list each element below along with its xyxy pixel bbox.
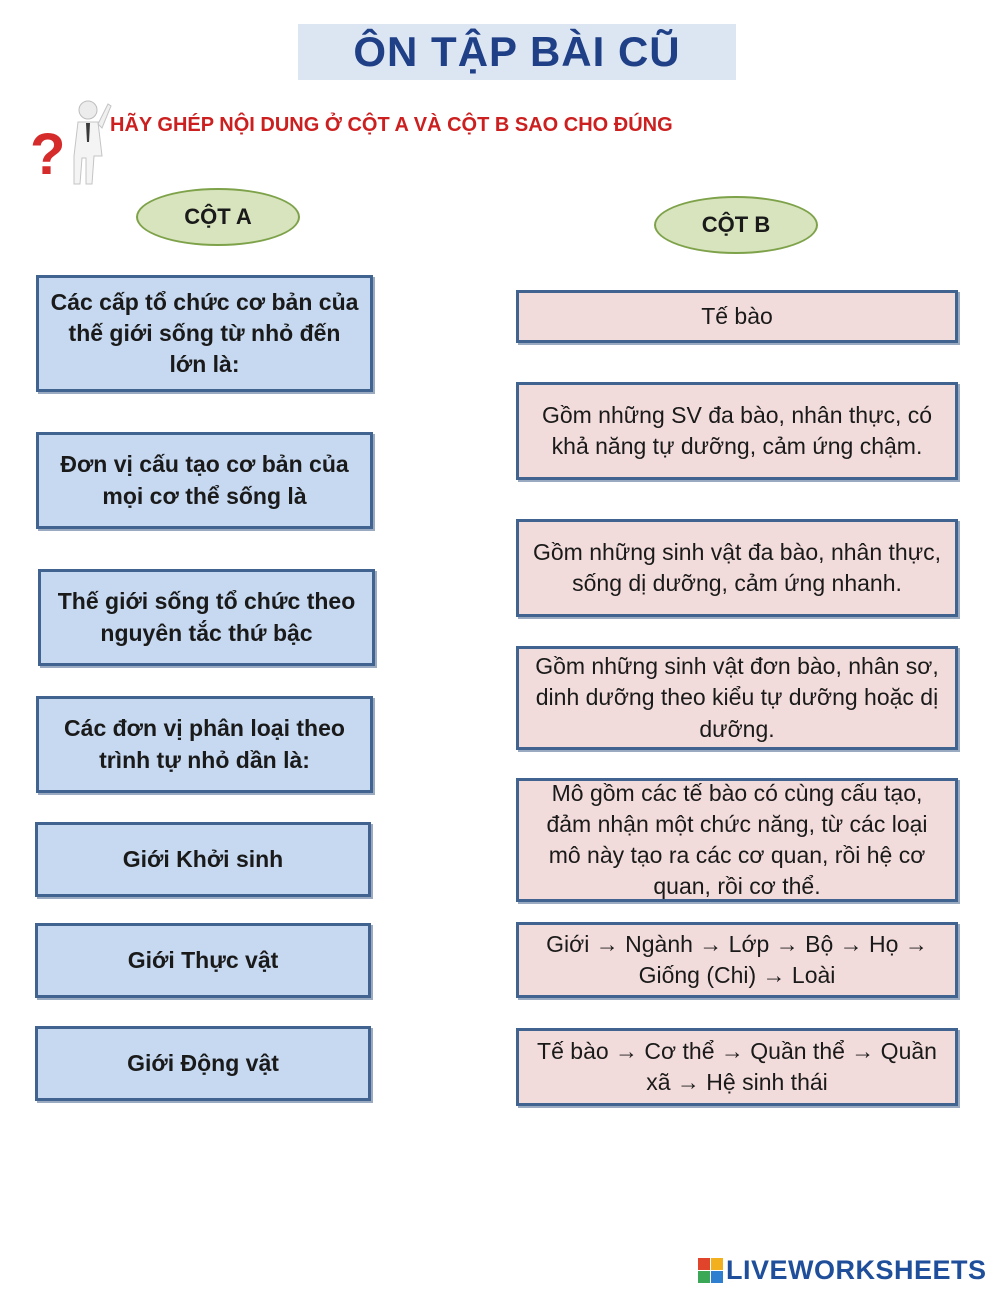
column-b-item[interactable]: Gồm những SV đa bào, nhân thực, có khả năng tự dưỡng, cảm ứng chậm. [516,382,958,480]
column-b-label: CỘT B [654,196,818,254]
svg-text:?: ? [30,122,66,187]
title-banner [298,24,736,80]
column-b-item[interactable]: Gồm những sinh vật đơn bào, nhân sơ, dinh dưỡng theo kiểu tự dưỡng hoặc dị dưỡng. [516,646,958,750]
page-title: ÔN TẬP BÀI CŨ [353,28,681,75]
column-a-item[interactable]: Giới Khởi sinh [35,822,371,897]
logo-square [711,1258,723,1270]
column-b-item[interactable]: Mô gồm các tế bào có cùng cấu tạo, đảm nhận một chức năng, từ các loại mô này tạo ra các cơ quan, rồi hệ cơ quan, rồi cơ thể. [516,778,958,902]
logo-mark-icon [698,1258,723,1283]
column-a-item[interactable]: Các cấp tổ chức cơ bản của thế giới sống từ nhỏ đến lớn là: [36,275,373,392]
column-b-item[interactable]: Tế bào [516,290,958,343]
column-a-item[interactable]: Đơn vị cấu tạo cơ bản của mọi cơ thể sống là [36,432,373,529]
instruction-text: HÃY GHÉP NỘI DUNG Ở CỘT A VÀ CỘT B SAO CHO ĐÚNG [110,114,673,136]
column-a-item[interactable]: Các đơn vị phân loại theo trình tự nhỏ dần là: [36,696,373,793]
liveworksheets-logo [698,1254,987,1286]
logo-square [711,1271,723,1283]
column-a-label: CỘT A [136,188,300,246]
logo-square [698,1271,710,1283]
column-b-item[interactable]: Gồm những sinh vật đa bào, nhân thực, sống dị dưỡng, cảm ứng nhanh. [516,519,958,617]
question-person-icon [28,96,112,188]
logo-text: LIVEWORKSHEETS [726,1254,987,1285]
column-a-item[interactable]: Giới Thực vật [35,923,371,998]
column-a-item[interactable]: Giới Động vật [35,1026,371,1101]
logo-square [698,1258,710,1270]
column-a-item[interactable]: Thế giới sống tổ chức theo nguyên tắc thứ bậc [38,569,375,666]
column-b-item[interactable]: Tế bào → Cơ thể → Quần thể → Quần xã → Hệ sinh thái [516,1028,958,1106]
column-b-item[interactable]: Giới → Ngành → Lớp → Bộ → Họ → Giống (Chi) → Loài [516,922,958,998]
